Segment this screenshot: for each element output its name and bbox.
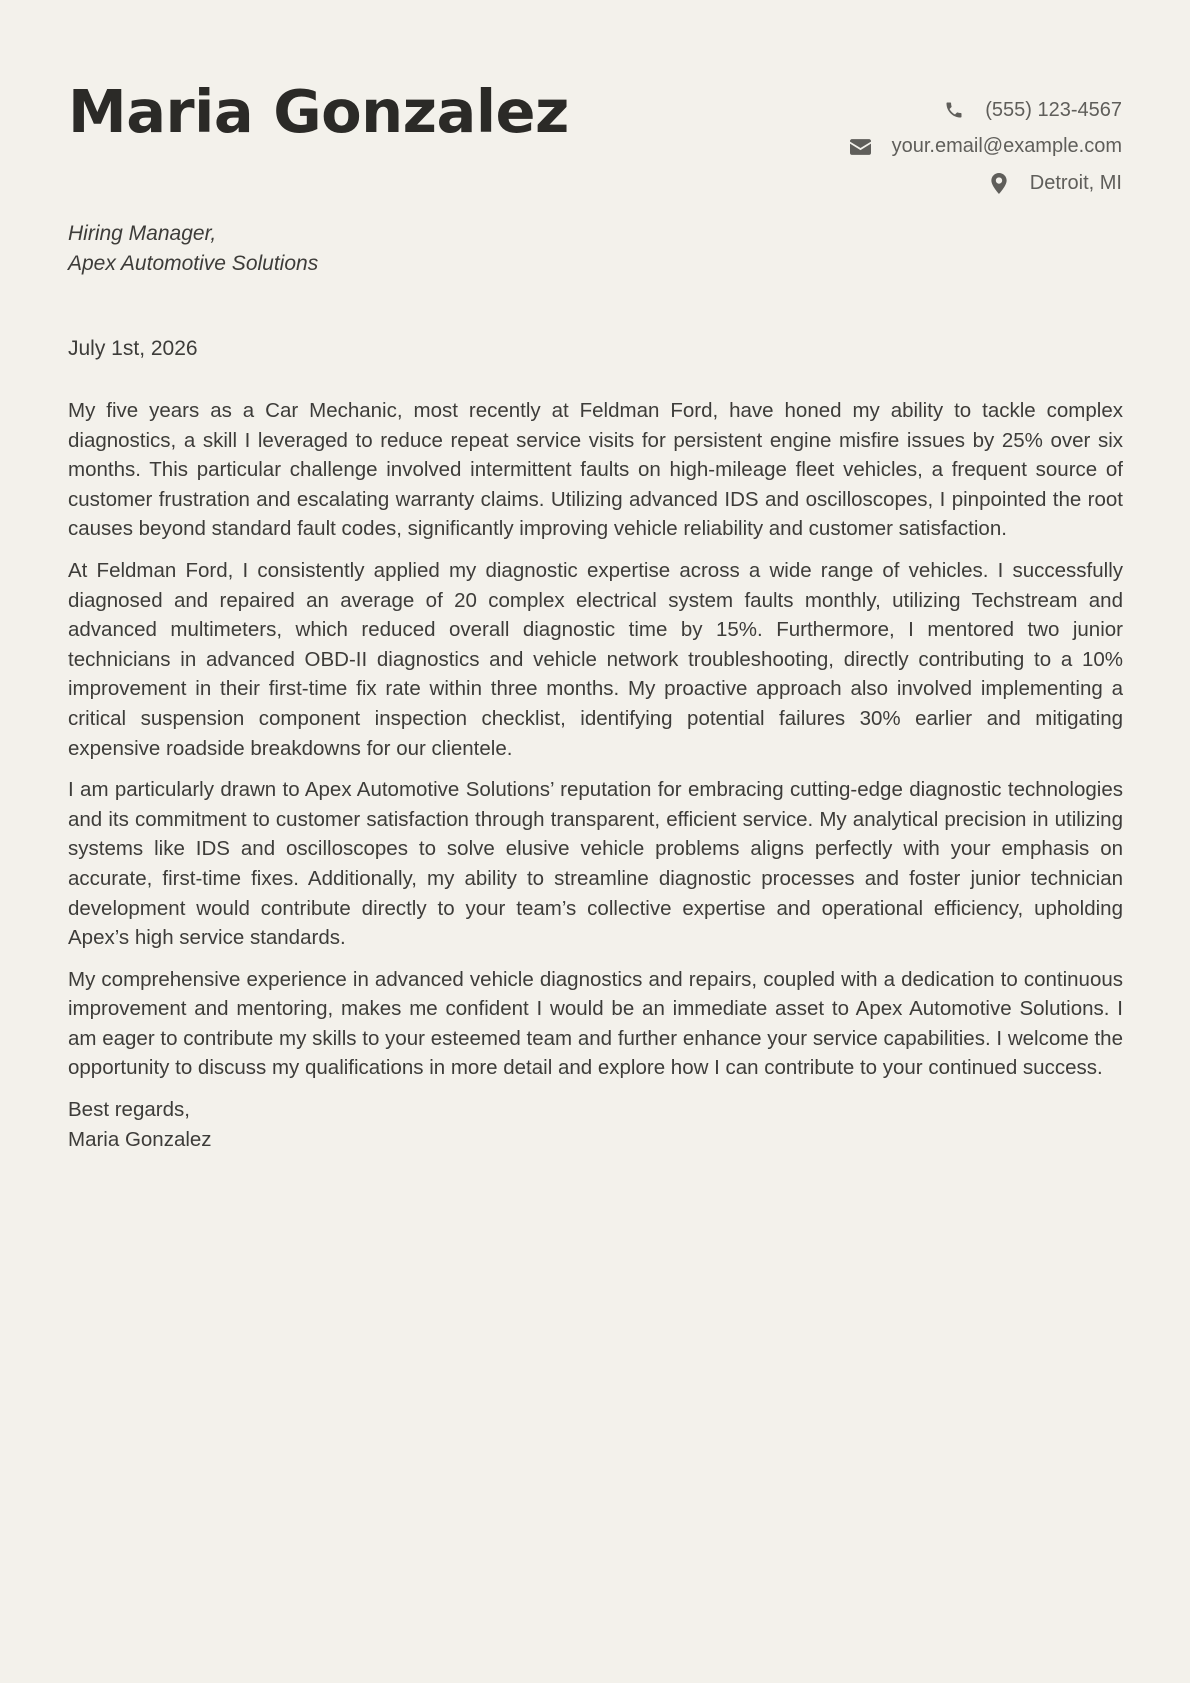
phone-icon	[943, 99, 965, 121]
closing-salutation: Best regards,	[68, 1098, 190, 1122]
letter-date: July 1st, 2026	[68, 337, 198, 360]
phone-text: (555) 123-4567	[985, 98, 1122, 121]
contact-location	[850, 165, 1122, 202]
contact-phone	[850, 92, 1122, 129]
body-paragraph: I am particularly drawn to Apex Automotive Solutions’ reputation for embracing cutting-edge diagnostic technologies and its commitment to customer satisfaction through transparent, efficient service. My analytical precision in utilizing systems like IDS and oscilloscopes to solve elusive vehicle problems aligns perfectly with your emphasis on accurate, first-time fixes. Additionally, my ability to streamline diagnostic processes and foster junior technician development would contribute directly to your team’s collective expertise and operational efficiency, upholding Apex’s high service standards.	[68, 778, 1123, 950]
recipient-title: Hiring Manager,	[68, 222, 217, 245]
map-marker-icon	[988, 172, 1010, 194]
recipient-company: Apex Automotive Solutions	[68, 252, 319, 275]
applicant-name: Maria Gonzalez	[68, 77, 569, 146]
body-paragraph: My five years as a Car Mechanic, most recently at Feldman Ford, have honed my ability to tackle complex diagnostics, a skill I leveraged to reduce repeat service visits for persistent engine misfire issues by 25% over six months. This particular challenge involved intermittent faults on high-mileage fleet vehicles, a frequent source of customer frustration and escalating warranty claims. Utilizing advanced IDS and oscilloscopes, I pinpointed the root causes beyond standard fault codes, significantly improving vehicle reliability and customer satisfaction.	[68, 399, 1123, 541]
letter-body	[68, 396, 1123, 1154]
envelope-icon	[850, 136, 872, 158]
contact-block	[850, 92, 1122, 202]
body-paragraph: At Feldman Ford, I consistently applied my diagnostic expertise across a wide range of vehicles. I successfully diagnosed and repaired an average of 20 complex electrical system faults monthly, utilizing Techstream and advanced multimeters, which reduced overall diagnostic time by 15%. Furthermore, I mentored two junior technicians in advanced OBD-II diagnostics and vehicle network troubleshooting, directly contributing to a 10% improvement in their first-time fix rate within three months. My proactive approach also involved implementing a critical suspension component inspection checklist, identifying potential failures 30% earlier and mitigating expensive roadside breakdowns for our clientele.	[68, 558, 1123, 760]
closing-signature: Maria Gonzalez	[68, 1127, 212, 1151]
email-link[interactable]: your.email@example.com	[891, 135, 1122, 158]
recipient-block	[68, 219, 318, 279]
contact-email	[850, 129, 1122, 166]
location-text: Detroit, MI	[1029, 171, 1122, 194]
closing-block	[68, 1095, 1123, 1154]
body-paragraph: My comprehensive experience in advanced vehicle diagnostics and repairs, coupled with a dedication to continuous improvement and mentoring, makes me confident I would be an immediate asset to Apex Automotive Solutions. I am eager to contribute my skills to your esteemed team and further enhance your service capabilities. I welcome the opportunity to discuss my qualifications in more detail and explore how I can contribute to your continued success.	[68, 967, 1123, 1080]
